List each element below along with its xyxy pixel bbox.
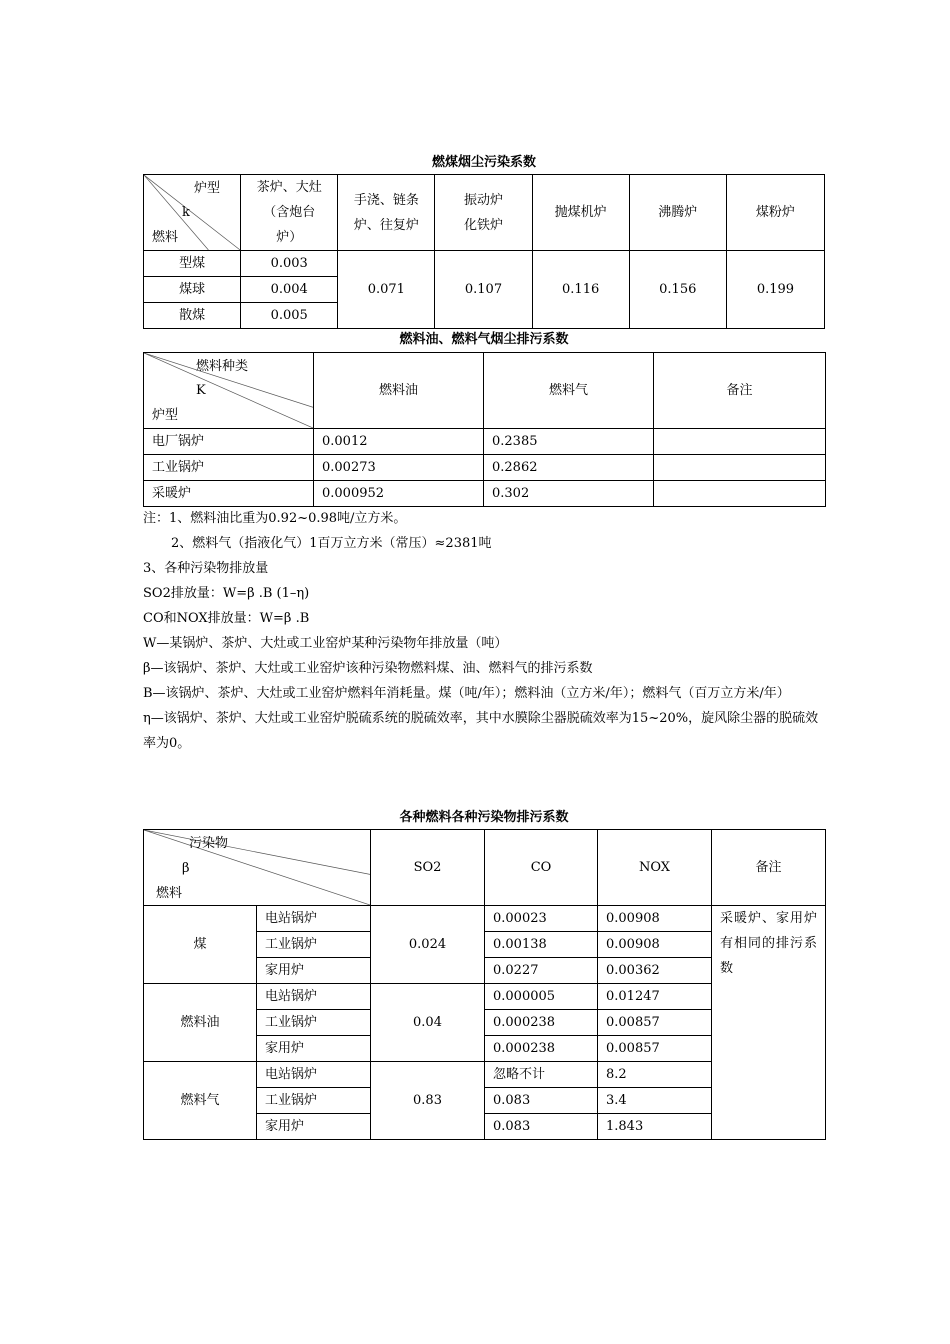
pollutant-coefficient-table <box>143 829 826 1140</box>
table2-header-note: 备注 <box>654 353 826 429</box>
table3-corner-mid: β <box>182 861 190 876</box>
table3-co: 0.083 <box>485 1088 598 1114</box>
table3-header-so2: SO2 <box>371 830 485 906</box>
table2-corner-mid: K <box>196 383 206 398</box>
table3-co: 0.000238 <box>485 1010 598 1036</box>
table2-row-oil: 0.00273 <box>314 455 484 481</box>
table2-row-gas: 0.2385 <box>484 429 654 455</box>
table3-co: 0.00023 <box>485 906 598 932</box>
table1-header-0: 茶炉、大灶 （含炮台 炉） <box>241 175 338 251</box>
table3-fuel: 燃料气 <box>144 1062 257 1140</box>
note-line: SO2排放量：W=β .B (1–η) <box>143 586 310 601</box>
table1-shared-value: 0.156 <box>629 251 726 329</box>
table2-row-gas: 0.302 <box>484 481 654 507</box>
table1-corner-bottom: 燃料 <box>152 230 179 245</box>
table3-nox: 0.00857 <box>598 1010 712 1036</box>
table3-header-nox: NOX <box>598 830 712 906</box>
table3-corner-top: 污染物 <box>189 836 229 851</box>
table3-nox: 1.843 <box>598 1114 712 1140</box>
table3-corner-bottom: 燃料 <box>156 886 183 901</box>
table1-header-3: 抛煤机炉 <box>532 175 629 251</box>
table3-nox: 0.00362 <box>598 958 712 984</box>
table3-corner-cell <box>144 830 371 906</box>
table3-boiler-type: 工业锅炉 <box>257 932 371 958</box>
note-line: 2、燃料气（指液化气）1百万立方米（常压）≈2381吨 <box>171 536 492 551</box>
table3-co: 0.083 <box>485 1114 598 1140</box>
table1-value: 0.004 <box>241 277 338 303</box>
table1-corner-mid: k <box>182 205 190 220</box>
table1-header-1: 手浇、链条 炉、往复炉 <box>338 175 435 251</box>
note-line: η—该锅炉、茶炉、大灶或工业窑炉脱硫系统的脱硫效率，其中水膜除尘器脱硫效率为15~20%，旋风除尘器的脱硫效率为0。 <box>143 711 819 751</box>
table3-nox: 0.00857 <box>598 1036 712 1062</box>
table3-boiler-type: 电站锅炉 <box>257 984 371 1010</box>
table3-nox: 3.4 <box>598 1088 712 1114</box>
table3-fuel: 煤 <box>144 906 257 984</box>
table1-shared-value: 0.116 <box>532 251 629 329</box>
table3-so2: 0.024 <box>371 906 485 984</box>
table3-co: 0.000005 <box>485 984 598 1010</box>
table2-header-gas: 燃料气 <box>484 353 654 429</box>
table3-remark: 采暖炉、家用炉有相同的排污系数 <box>712 906 826 1140</box>
table2-corner-cell <box>144 353 314 429</box>
table1-value: 0.005 <box>241 303 338 329</box>
table3-nox: 0.01247 <box>598 984 712 1010</box>
oil-gas-dust-table <box>143 352 826 507</box>
table3-header-co: CO <box>485 830 598 906</box>
coal-dust-table <box>143 174 825 329</box>
note-line: β—该锅炉、茶炉、大灶或工业窑炉该种污染物燃料煤、油、燃料气的排污系数 <box>143 661 593 676</box>
table1-corner-cell <box>144 175 241 251</box>
table1-fuel: 煤球 <box>144 277 241 303</box>
table2-row-note <box>654 455 826 481</box>
table1-header-4: 沸腾炉 <box>629 175 726 251</box>
table3-header-note: 备注 <box>712 830 826 906</box>
table3-boiler-type: 电站锅炉 <box>257 1062 371 1088</box>
table2-row-oil: 0.000952 <box>314 481 484 507</box>
table2-row-type: 电厂锅炉 <box>144 429 314 455</box>
table2-corner-top: 燃料种类 <box>196 359 249 374</box>
table3-boiler-type: 家用炉 <box>257 1114 371 1140</box>
note-line: 注：1、燃料油比重为0.92~0.98吨/立方米。 <box>143 511 407 526</box>
table3-boiler-type: 工业锅炉 <box>257 1010 371 1036</box>
table3-caption: 各种燃料各种污染物排污系数 <box>399 810 569 825</box>
table3-boiler-type: 电站锅炉 <box>257 906 371 932</box>
table3-nox: 0.00908 <box>598 906 712 932</box>
table3-co: 忽略不计 <box>485 1062 598 1088</box>
notes-section <box>143 506 825 756</box>
table3-boiler-type: 家用炉 <box>257 1036 371 1062</box>
table2-row-type: 采暖炉 <box>144 481 314 507</box>
table3-nox: 0.00908 <box>598 932 712 958</box>
table1-shared-value: 0.071 <box>338 251 435 329</box>
table3-so2: 0.04 <box>371 984 485 1062</box>
table2-header-oil: 燃料油 <box>314 353 484 429</box>
note-line: B—该锅炉、茶炉、大灶或工业窑炉燃料年消耗量。煤（吨/年）；燃料油（立方米/年）；燃料气（百万立方米/年） <box>143 686 790 701</box>
table3-so2: 0.83 <box>371 1062 485 1140</box>
table1-caption: 燃煤烟尘污染系数 <box>431 155 536 170</box>
table2-row-gas: 0.2862 <box>484 455 654 481</box>
table3-boiler-type: 家用炉 <box>257 958 371 984</box>
table2-row-note <box>654 429 826 455</box>
table1-corner-top: 炉型 <box>194 181 221 196</box>
table1-shared-value: 0.199 <box>726 251 824 329</box>
table3-co: 0.000238 <box>485 1036 598 1062</box>
table1-value: 0.003 <box>241 251 338 277</box>
table1-shared-value: 0.107 <box>435 251 532 329</box>
table1-header-2: 振动炉 化铁炉 <box>435 175 532 251</box>
table1-fuel: 散煤 <box>144 303 241 329</box>
table1-header-5: 煤粉炉 <box>726 175 824 251</box>
table3-boiler-type: 工业锅炉 <box>257 1088 371 1114</box>
table2-row-type: 工业锅炉 <box>144 455 314 481</box>
note-line: CO和NOX排放量：W=β .B <box>143 611 310 626</box>
table2-caption: 燃料油、燃料气烟尘排污系数 <box>399 332 569 347</box>
table2-row-note <box>654 481 826 507</box>
table3-fuel: 燃料油 <box>144 984 257 1062</box>
table2-row-oil: 0.0012 <box>314 429 484 455</box>
table3-co: 0.0227 <box>485 958 598 984</box>
table3-nox: 8.2 <box>598 1062 712 1088</box>
table3-co: 0.00138 <box>485 932 598 958</box>
note-line: 3、各种污染物排放量 <box>143 561 269 576</box>
table2-corner-bottom: 炉型 <box>152 408 179 423</box>
note-line: W—某锅炉、茶炉、大灶或工业窑炉某种污染物年排放量（吨） <box>143 636 508 651</box>
table1-fuel: 型煤 <box>144 251 241 277</box>
